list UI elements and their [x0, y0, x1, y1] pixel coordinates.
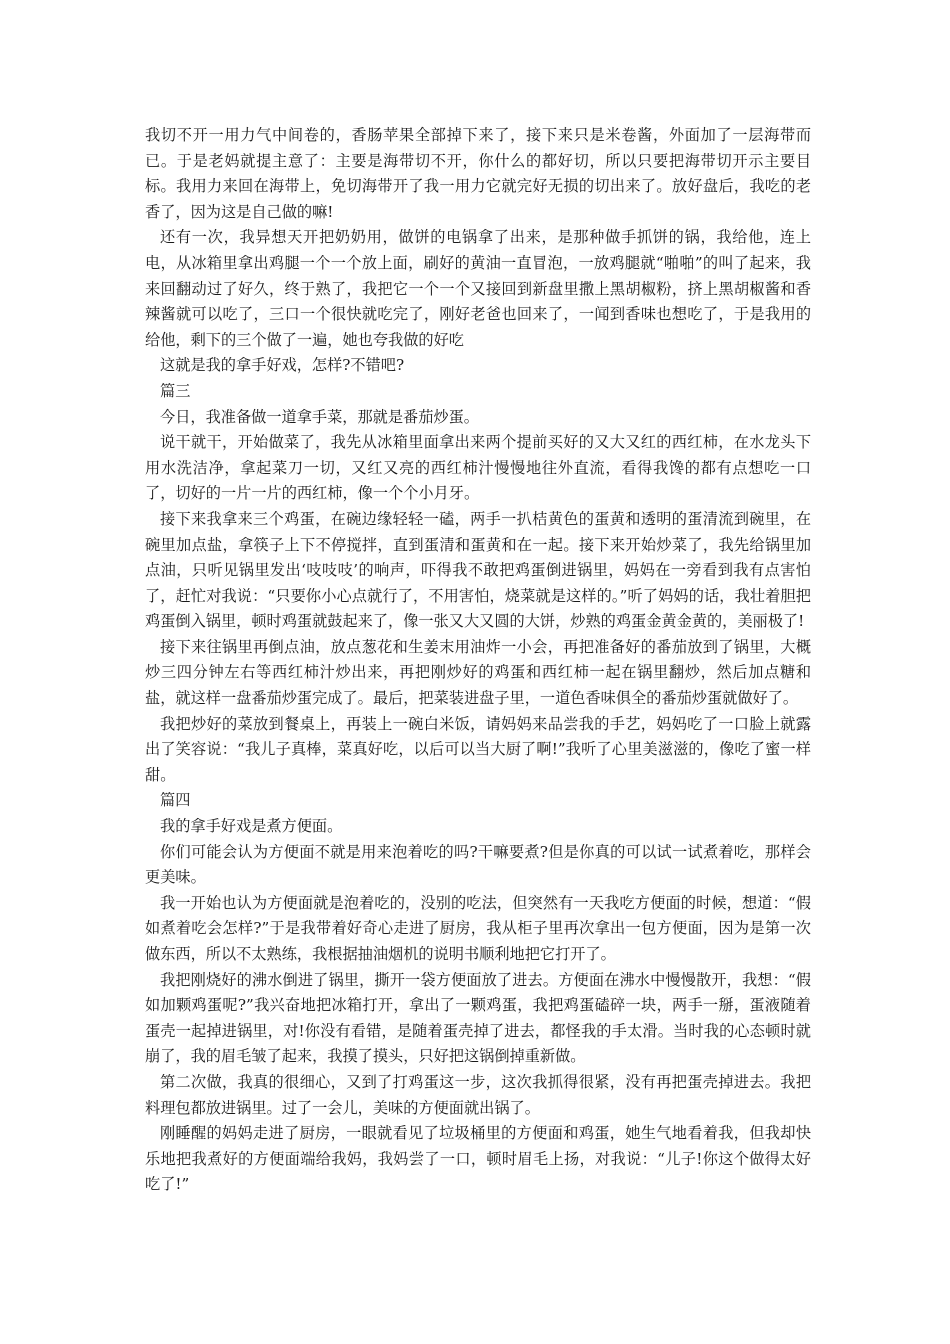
paragraph: 第二次做，我真的很细心，又到了打鸡蛋这一步，这次我抓得很紧，没有再把蛋壳掉进去。我把料理包都放进锅里。过了一会儿，美味的方便面就出锅了。 [145, 1072, 811, 1117]
paragraph: 说干就干，开始做菜了，我先从冰箱里面拿出来两个提前买好的又大又红的西红柿，在水龙头下用水洗洁净，拿起菜刀一切，又红又亮的西红柿汁慢慢地往外直流，看得我馋的都有点想吃一口了，切好的一片一片的西红柿，像一个个小月牙。 [145, 433, 811, 503]
paragraph: 今日，我准备做一道拿手菜，那就是番茄炒蛋。 [160, 407, 479, 426]
paragraph: 你们可能会认为方便面不就是用来泡着吃的吗?干嘛要煮?但是你真的可以试一试煮着吃，那样会更美味。 [145, 842, 811, 887]
paragraph: 接下来往锅里再倒点油，放点葱花和生姜末用油炸一小会，再把准备好的番茄放到了锅里，大概炒三四分钟左右等西红柿汁炒出来，再把刚炒好的鸡蛋和西红柿一起在锅里翻炒，然后加点糖和盐，就这样一盘番茄炒蛋完成了。最后，把菜装进盘子里，一道色香味俱全的番茄炒蛋就做好了。 [145, 637, 811, 708]
section-heading: 篇四 [160, 791, 191, 810]
paragraph: 我把炒好的菜放到餐桌上，再装上一碗白米饭，请妈妈来品尝我的手艺，妈妈吃了一口脸上就露出了笑容说：“我儿子真棒，菜真好吃，以后可以当大厨了啊!”我听了心里美滋滋的，像吃了蜜一样甜。 [145, 714, 811, 784]
paragraph: 我一开始也认为方便面就是泡着吃的，没别的吃法，但突然有一天我吃方便面的时候，想道：“假如煮着吃会怎样?”于是我带着好奇心走进了厨房，我从柜子里再次拿出一包方便面，因为是第一次做东西，所以不太熟练，我根据抽油烟机的说明书顺利地把它打开了。 [145, 893, 811, 963]
section-heading: 篇三 [160, 381, 191, 400]
paragraph: 我切不开一用力气中间卷的，香肠苹果全部掉下来了，接下来只是米卷酱，外面加了一层海带而已。于是老妈就提主意了：主要是海带切不开，你什么的都好切，所以只要把海带切开示主要目标。我用力来回在海带上，免切海带开了我一用力它就完好无损的切出来了。放好盘后，我吃的老香了，因为这是自己做的嘛! [145, 126, 811, 221]
paragraph: 我把刚烧好的沸水倒进了锅里，撕开一袋方便面放了进去。方便面在沸水中慢慢散开，我想：“假如加颗鸡蛋呢?”我兴奋地把冰箱打开，拿出了一颗鸡蛋，我把鸡蛋磕碎一块，两手一掰，蛋液随着蛋壳一起掉进锅里，对!你没有看错，是随着蛋壳掉了进去，都怪我的手太滑。当时我的心态顿时就崩了，我的眉毛皱了起来，我摸了摸头，只好把这锅倒掉重新做。 [145, 970, 811, 1066]
document-body [145, 123, 811, 1198]
paragraph: 刚睡醒的妈妈走进了厨房，一眼就看见了垃圾桶里的方便面和鸡蛋，她生气地看着我，但我却快乐地把我煮好的方便面端给我妈，我妈尝了一口，顿时眉毛上扬，对我说：“儿子!你这个做得太好吃了!” [145, 1124, 811, 1194]
paragraph: 我的拿手好戏是煮方便面。 [160, 817, 343, 836]
paragraph: 接下来我拿来三个鸡蛋，在碗边缘轻轻一磕，两手一扒桔黄色的蛋黄和透明的蛋清流到碗里，在碗里加点盐，拿筷子上下不停搅拌，直到蛋清和蛋黄和在一起。接下来开始炒菜了，我先给锅里加点油，只听见锅里发出‘吱吱吱’的响声，吓得我不敢把鸡蛋倒进锅里，妈妈在一旁看到我有点害怕了，赶忙对我说：“只要你小心点就行了，不用害怕，烧菜就是这样的。”听了妈妈的话，我壮着胆把鸡蛋倒入锅里，顿时鸡蛋就鼓起来了，像一张又大又圆的大饼，炒熟的鸡蛋金黄金黄的，美丽极了! [145, 509, 811, 631]
paragraph: 还有一次，我异想天开把奶奶用，做饼的电锅拿了出来，是那种做手抓饼的锅，我给他，连上电，从冰箱里拿出鸡腿一个一个放上面，刷好的黄油一直冒泡，一放鸡腿就“啪啪”的叫了起来，我来回翻动过了好久，终于熟了，我把它一个一个又接回到新盘里撒上黑胡椒粉，挤上黑胡椒酱和香辣酱就可以吃了，三口一个很快就吃完了，刚好老爸也回来了，一闻到香味也想吃了，于是我用的给他，剩下的三个做了一遍，她也夸我做的好吃 [145, 228, 811, 349]
paragraph: 这就是我的拿手好戏，怎样?不错吧? [160, 356, 405, 375]
